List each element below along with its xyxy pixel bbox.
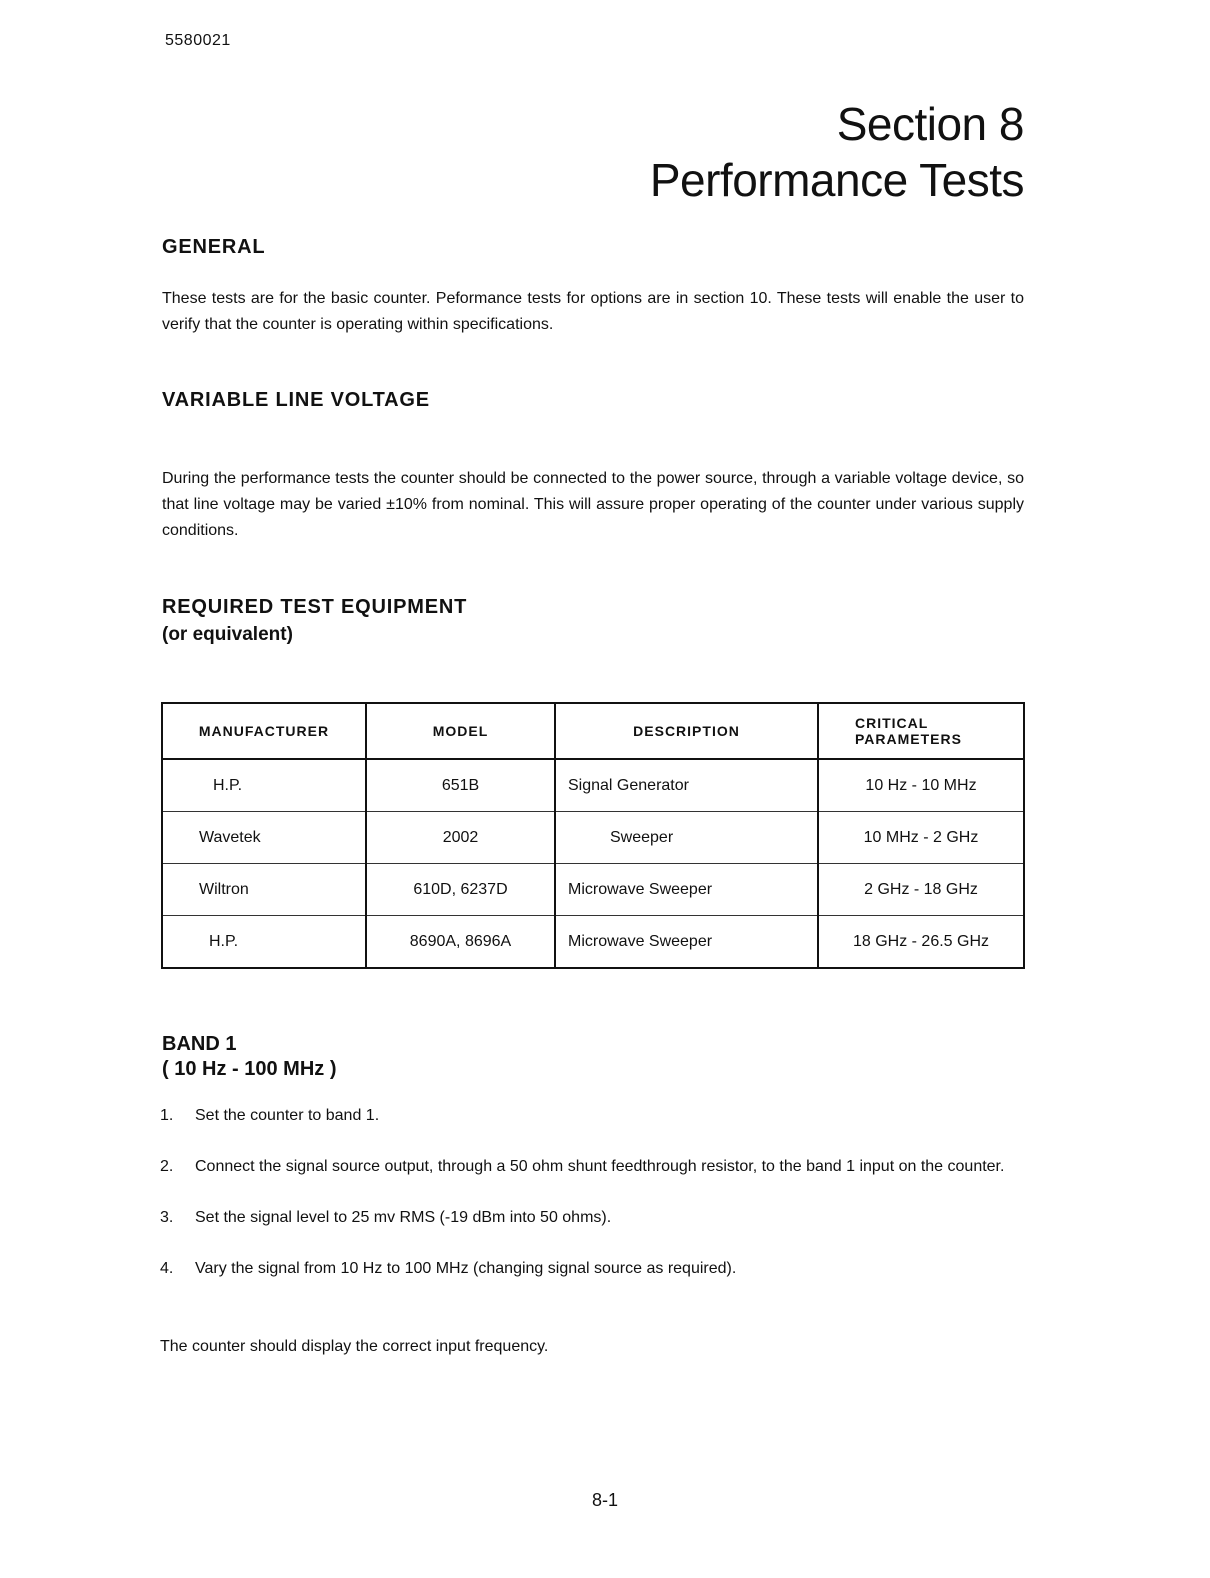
step-number: 3. — [160, 1209, 174, 1226]
table-row — [162, 759, 1024, 812]
required-equipment-subheading: (or equivalent) — [162, 624, 293, 645]
variable-line-voltage-paragraph: During the performance tests the counter should be connected to the power source, through a variable voltage device, so that line voltage may be varied ±10% from nominal. This will assure proper operating of the counter under various supply conditions. — [162, 470, 1024, 539]
cell-model: 610D, 6237D — [366, 864, 555, 916]
equipment-table — [161, 702, 1025, 969]
cell-parameters: 10 Hz - 10 MHz — [818, 759, 1024, 812]
column-header-model: MODEL — [366, 703, 555, 759]
document-number: 5580021 — [165, 32, 231, 49]
column-header-description: DESCRIPTION — [555, 703, 818, 759]
table-row — [162, 916, 1024, 969]
table-header-row — [162, 703, 1024, 759]
cell-model: 8690A, 8696A — [366, 916, 555, 969]
band1-conclusion: The counter should display the correct input frequency. — [160, 1338, 549, 1355]
general-paragraph: These tests are for the basic counter. Peformance tests for options are in section 10. These tests will enable the user to verify that the counter is operating within specifications. — [162, 290, 1024, 333]
required-equipment-heading: REQUIRED TEST EQUIPMENT — [162, 596, 468, 618]
step-number: 2. — [160, 1158, 174, 1175]
cell-description: Signal Generator — [555, 759, 818, 812]
variable-line-voltage-heading: VARIABLE LINE VOLTAGE — [162, 389, 430, 411]
cell-manufacturer: Wiltron — [162, 864, 366, 916]
step-text: Set the counter to band 1. — [195, 1107, 380, 1124]
step-text: Set the signal level to 25 mv RMS (-19 dBm into 50 ohms). — [195, 1209, 612, 1226]
cell-manufacturer: Wavetek — [162, 812, 366, 864]
cell-parameters: 2 GHz - 18 GHz — [818, 864, 1024, 916]
column-header-manufacturer: MANUFACTURER — [162, 703, 366, 759]
page-number: 8-1 — [591, 1490, 618, 1510]
table-row — [162, 812, 1024, 864]
list-item — [160, 1205, 1020, 1231]
cell-parameters: 10 MHz - 2 GHz — [818, 812, 1024, 864]
cell-manufacturer: H.P. — [162, 916, 366, 969]
list-item — [160, 1154, 1020, 1180]
critical-label: CRITICAL — [855, 715, 929, 731]
cell-model: 651B — [366, 759, 555, 812]
band1-heading: BAND 1 — [162, 1033, 237, 1055]
column-header-critical-parameters — [818, 703, 1024, 759]
cell-model: 2002 — [366, 812, 555, 864]
section-number: Section 8 — [836, 98, 1024, 150]
band1-range: ( 10 Hz - 100 MHz ) — [162, 1058, 337, 1080]
cell-manufacturer: H.P. — [162, 759, 366, 812]
step-number: 4. — [160, 1260, 174, 1277]
cell-description: Microwave Sweeper — [555, 916, 818, 969]
step-text: Connect the signal source output, through a 50 ohm shunt feedthrough resistor, to the band 1 input on the counter. — [195, 1158, 1005, 1175]
list-item — [160, 1103, 1020, 1129]
parameters-label: PARAMETERS — [855, 731, 962, 747]
band1-steps — [160, 1103, 1020, 1307]
list-item — [160, 1256, 1020, 1282]
cell-description: Microwave Sweeper — [555, 864, 818, 916]
cell-description: Sweeper — [555, 812, 818, 864]
general-heading: GENERAL — [162, 236, 266, 258]
step-text: Vary the signal from 10 Hz to 100 MHz (changing signal source as required). — [195, 1260, 737, 1277]
section-name: Performance Tests — [649, 154, 1024, 206]
step-number: 1. — [160, 1107, 174, 1124]
table-row — [162, 864, 1024, 916]
cell-parameters: 18 GHz - 26.5 GHz — [818, 916, 1024, 969]
section-title — [650, 96, 1024, 208]
